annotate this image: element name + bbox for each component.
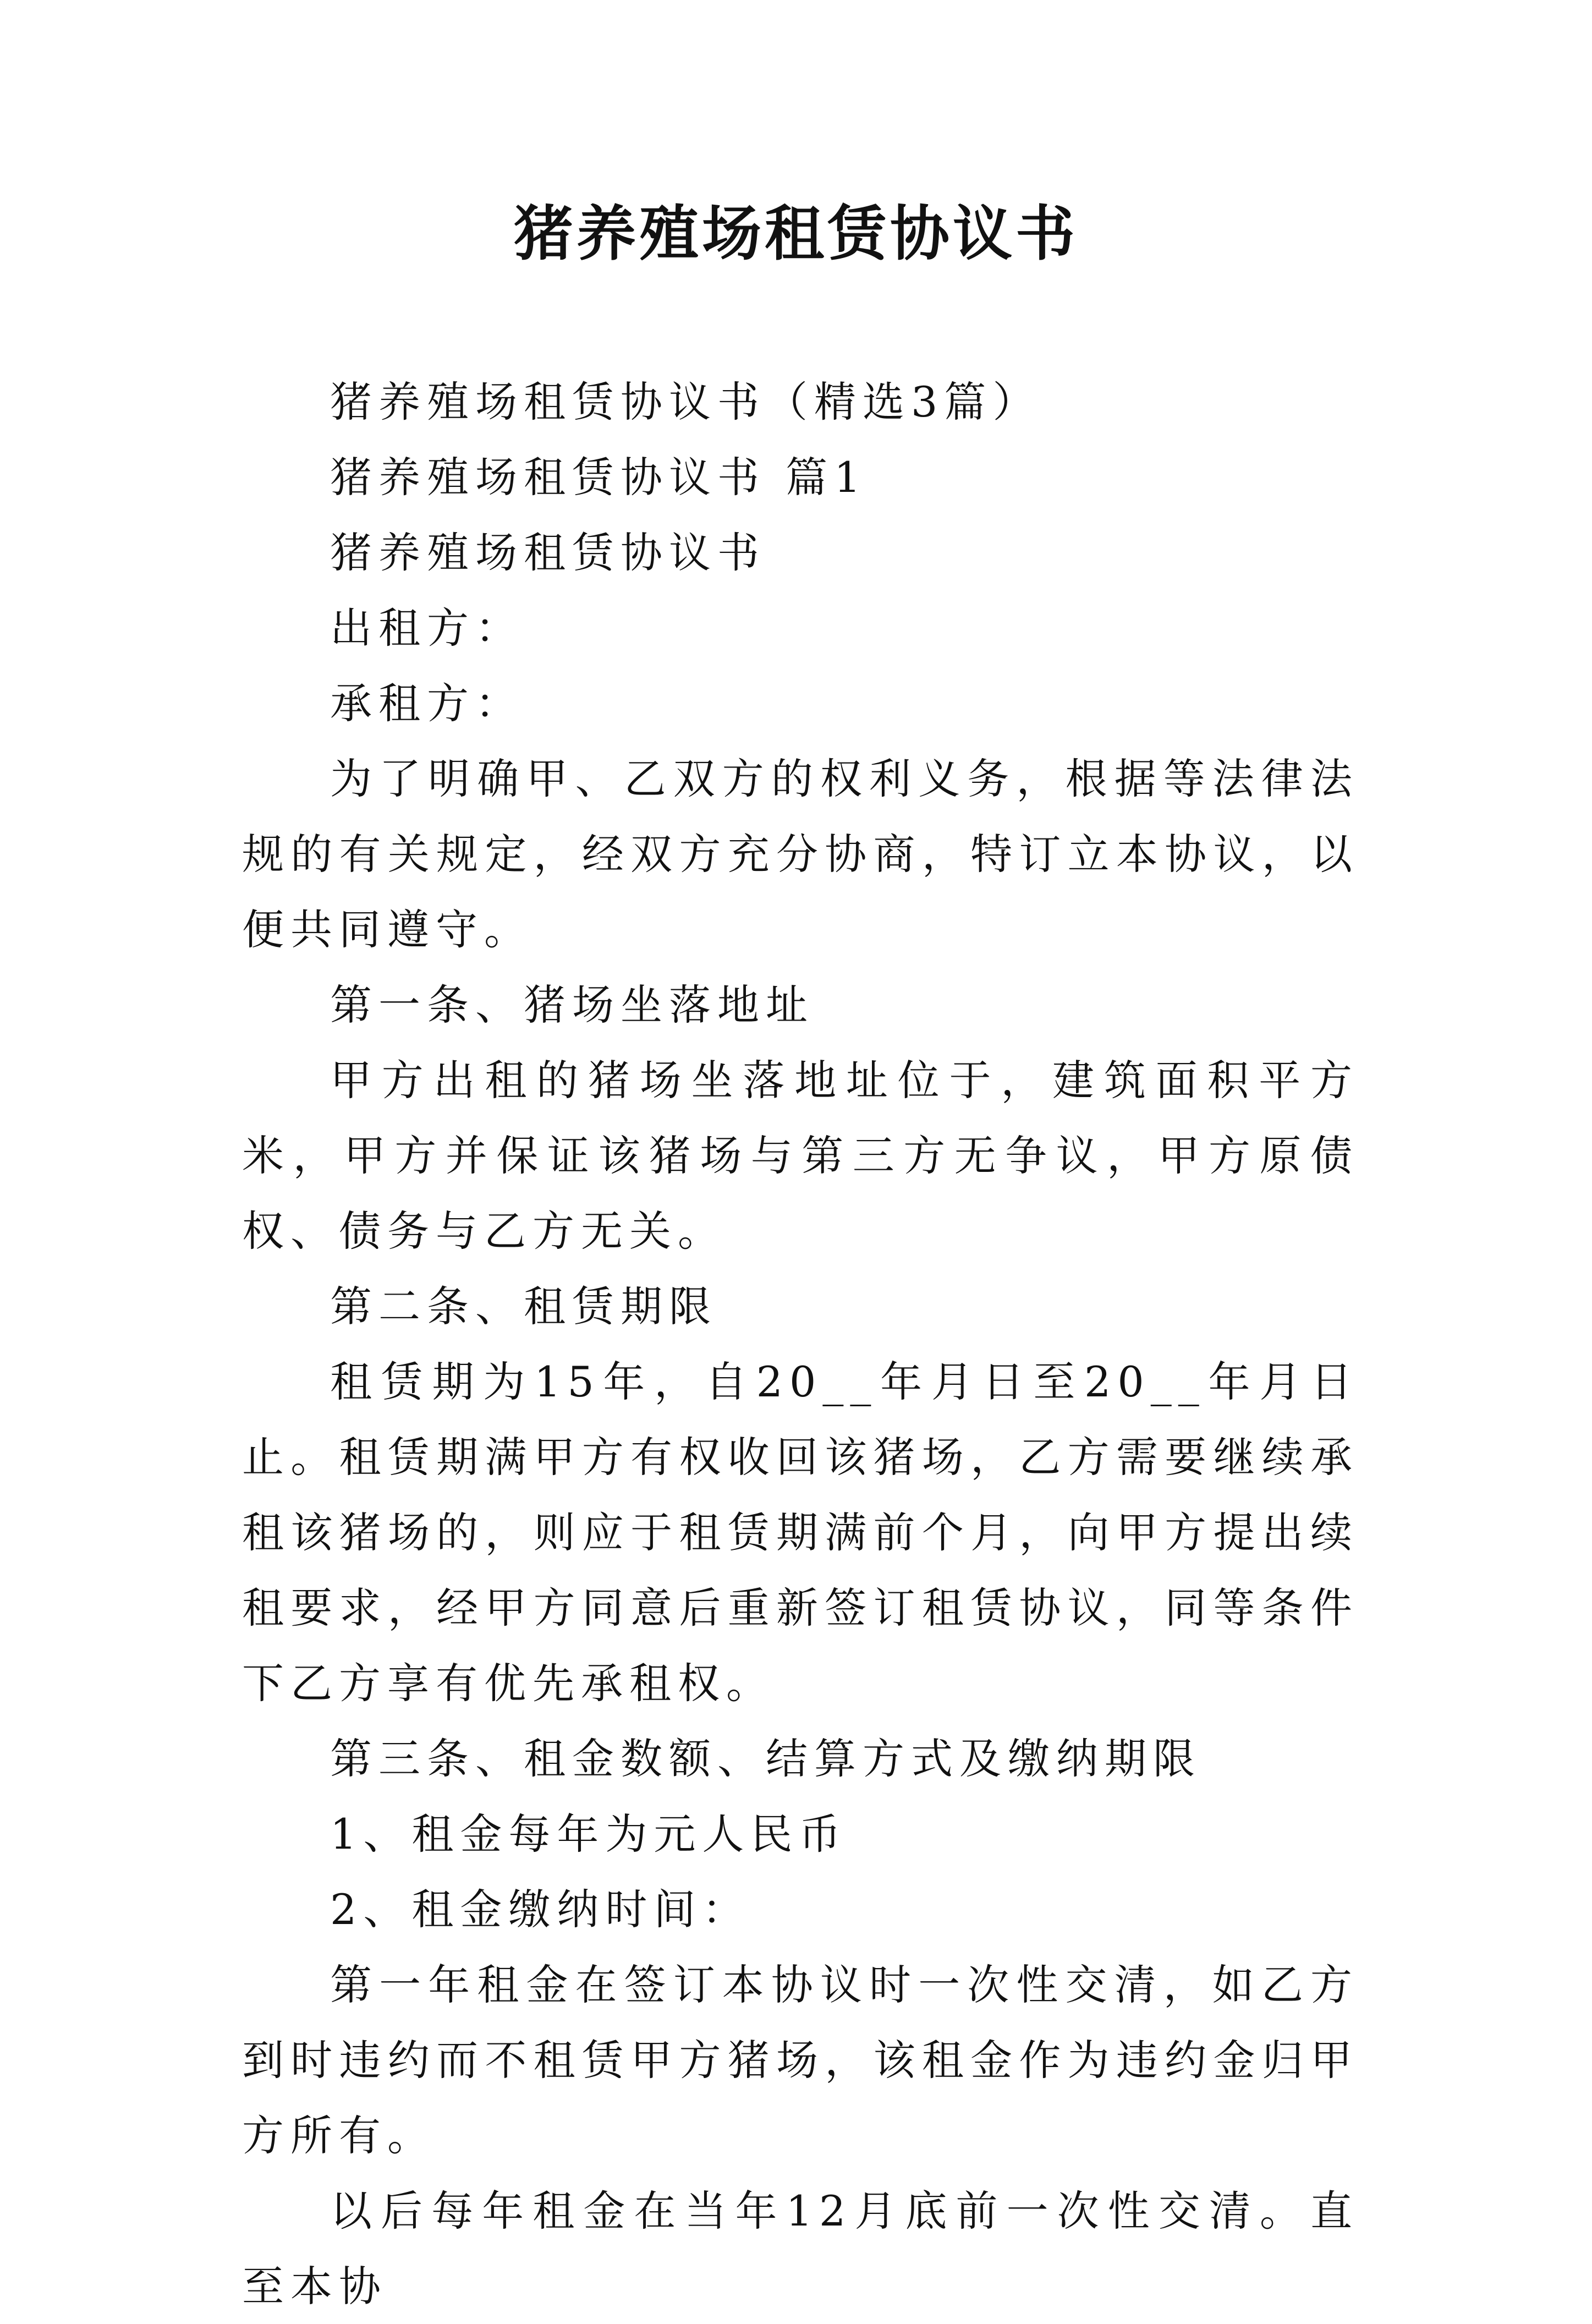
paragraph-subtitle: 猪养殖场租赁协议书（精选3篇） [330, 377, 1041, 426]
paragraph-article-1-heading: 第一条、猪场坐落地址 [330, 980, 814, 1029]
paragraph-subsequent-rent: 以后每年租金在当年12月底前一次性交清。直至本协 [242, 2186, 1359, 2311]
paragraph-article-2-body: 租赁期为15年，自20__年月日至20__年月日止。租赁期满甲方有权收回该猪场，乙方需要继续承租该猪场的，则应于租赁期满前个月，向甲方提出续租要求，经甲方同意后重新签订租赁协议，同等条件下乙方享有优先承租权。 [242, 1357, 1359, 1708]
paragraph-first-year-rent: 第一年租金在签订本协议时一次性交清，如乙方到时违约而不租赁甲方猪场，该租金作为违约金归甲方所有。 [242, 1960, 1359, 2160]
paragraph-lessor: 出租方： [330, 604, 524, 653]
paragraph-article-1-body: 甲方出租的猪场坐落地址位于，建筑面积平方米，甲方并保证该猪场与第三方无争议，甲方原债权、债务与乙方无关。 [242, 1056, 1359, 1256]
paragraph-article-3-heading: 第三条、租金数额、结算方式及缴纳期限 [330, 1734, 1201, 1783]
paragraph-rent-amount: 1、租金每年为元人民币 [330, 1810, 848, 1859]
paragraph-rent-payment-time: 2、租金缴纳时间： [330, 1885, 751, 1934]
paragraph-article-2-heading: 第二条、租赁期限 [330, 1282, 717, 1331]
paragraph-lessee: 承租方： [330, 679, 524, 728]
document-body [242, 364, 1359, 2324]
paragraph-section-heading: 猪养殖场租赁协议书 篇1 [330, 453, 868, 502]
paragraph-agreement-name: 猪养殖场租赁协议书 [330, 528, 766, 577]
paragraph-preamble: 为了明确甲、乙双方的权利义务，根据等法律法规的有关规定，经双方充分协商，特订立本协议，以便共同遵守。 [242, 754, 1359, 954]
document-title: 猪养殖场租赁协议书 [513, 199, 1078, 268]
